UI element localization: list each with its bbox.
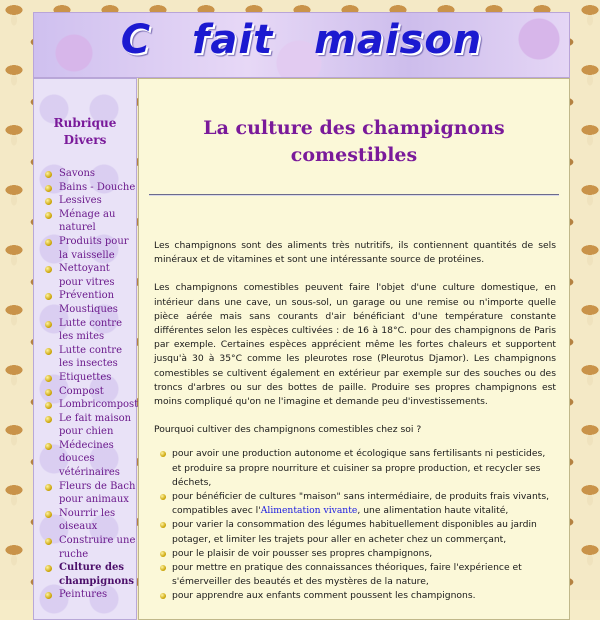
page-title: La culture des champignons comestibles xyxy=(203,117,505,166)
sidebar-item-label[interactable]: Savons xyxy=(59,168,96,179)
bullet-icon xyxy=(160,451,166,457)
title-divider xyxy=(149,194,559,196)
sidebar-item-label[interactable]: Produits pour la vaisselle xyxy=(59,235,129,261)
reason-text: pour varier la consommation des légumes habituellement disponibles au jardin potager, et limiter les trajets pour aller en acheter chez un commerçant, xyxy=(172,519,537,545)
bullet-icon xyxy=(45,484,52,491)
sidebar-item[interactable] xyxy=(44,262,136,289)
sidebar-item[interactable] xyxy=(44,344,136,371)
article-body xyxy=(154,239,556,604)
sidebar-item-label[interactable]: Etiquettes xyxy=(59,371,112,383)
sidebar-item-label[interactable]: Compost xyxy=(59,385,104,397)
sidebar-item[interactable] xyxy=(44,439,136,480)
main-content xyxy=(138,78,570,620)
intro-paragraph: Les champignons sont des aliments très nutritifs, ils contiennent quantités de sels minéraux et de vitamines et sont une intéressante source de protéines. xyxy=(154,240,556,266)
sidebar-item[interactable] xyxy=(44,507,136,534)
sidebar-item[interactable] xyxy=(44,317,136,344)
sidebar-item-label[interactable]: Médecines douces vétérinaires xyxy=(59,439,120,479)
bullet-icon xyxy=(160,565,166,571)
sidebar-title: Rubrique Divers xyxy=(53,116,117,147)
sidebar-item-label[interactable]: Prévention Moustiques xyxy=(59,290,118,315)
sidebar-item[interactable] xyxy=(44,235,136,262)
culture-paragraph: Les champignons comestibles peuvent faire l'objet d'une culture domestique, en intérieur dans une cave, un sous-sol, un garage ou une remise ou n'importe quelle pièce aérée mais sans courants d'air bénéficiant d'une température constante différentes selon les espèces cultivées : de 16 à 18°C. pour des champignons de Paris par exemple. Certaines espèces apprécient même les fortes chaleurs et supportent jusqu'à 30 à 35°C comme les pleurotes rose (Pleurotus Djamor). Les champignons comestibles se cultivent également en extérieur par exemple sur des souches ou des troncs d'arbres ou sur des bottes de paille. Produire ses propres champignons est moins compliqué qu'on ne l'imagine et demande peu d'investissements. xyxy=(154,282,556,408)
site-banner[interactable] xyxy=(33,12,570,78)
sidebar-item[interactable] xyxy=(44,412,136,439)
sidebar-item-label[interactable]: Lutte contre les insectes xyxy=(59,344,122,370)
sidebar-item-label[interactable]: Bains - Douche xyxy=(59,181,136,193)
sidebar-item-label[interactable]: Ménage au naturel xyxy=(59,208,116,234)
sidebar-item[interactable] xyxy=(44,208,136,235)
bullet-icon xyxy=(160,494,166,500)
bullet-icon xyxy=(45,389,52,396)
bullet-icon xyxy=(45,402,52,409)
reason-item xyxy=(160,589,556,603)
bullet-icon xyxy=(45,511,52,518)
sidebar-item[interactable] xyxy=(44,181,136,195)
reasons-list xyxy=(154,447,556,603)
sidebar-item-label[interactable]: Lessives xyxy=(59,195,102,207)
sidebar-menu xyxy=(34,167,139,602)
reason-text: , une alimentation haute vitalité, xyxy=(357,505,509,517)
sidebar-item-label[interactable]: Fleurs de Bach pour animaux xyxy=(59,480,136,506)
sidebar-item-label[interactable]: Culture des champignons xyxy=(59,562,135,587)
bullet-icon xyxy=(45,293,52,300)
sidebar-item-label[interactable]: Construire une ruche xyxy=(59,535,136,560)
sidebar-item-label[interactable]: Le fait maison pour chien xyxy=(59,412,132,438)
sidebar-item-label[interactable]: Nettoyant pour vitres xyxy=(59,263,115,288)
bullet-icon xyxy=(45,198,52,205)
bullet-icon xyxy=(45,171,52,178)
reason-text: pour bénéficier de cultures "maison" sans intermédiaire, de produits frais vivants, compatibles avec l' xyxy=(172,491,550,517)
bullet-icon xyxy=(45,348,52,355)
why-question: Pourquoi cultiver des champignons comestibles chez soi ? xyxy=(154,424,422,436)
sidebar-item-label[interactable]: Nourrir les oiseaux xyxy=(59,507,116,533)
sidebar-item[interactable] xyxy=(44,534,136,561)
bullet-icon xyxy=(45,212,52,219)
sidebar-item-label[interactable]: Lutte contre les mites xyxy=(59,317,122,343)
reason-item xyxy=(160,561,556,589)
reason-item xyxy=(160,518,556,546)
bullet-icon xyxy=(160,551,166,557)
site-logo-title[interactable]: C fait maison xyxy=(120,17,483,63)
reason-item xyxy=(160,447,556,490)
sidebar-item-label[interactable]: Lombricompost xyxy=(59,399,139,411)
sidebar-item[interactable] xyxy=(44,398,139,412)
sidebar-item[interactable] xyxy=(44,480,136,507)
sidebar-item[interactable] xyxy=(44,289,136,316)
bullet-icon xyxy=(45,239,52,246)
reason-text: pour mettre en pratique des connaissances théoriques, faire l'expérience et s'émerveiller des beautés et des mystères de la nature, xyxy=(172,562,522,588)
sidebar-item[interactable] xyxy=(44,385,136,399)
sidebar-item[interactable] xyxy=(44,371,136,385)
bullet-icon xyxy=(45,538,52,545)
alimentation-vivante-link[interactable]: Alimentation vivante xyxy=(260,505,358,517)
bullet-icon xyxy=(160,593,166,599)
sidebar-item-label[interactable]: Peintures xyxy=(59,589,108,601)
reason-text: pour le plaisir de voir pousser ses propres champignons, xyxy=(172,547,433,559)
sidebar-item[interactable] xyxy=(44,194,136,208)
bullet-icon xyxy=(45,266,52,273)
bullet-icon xyxy=(45,185,52,192)
reason-item xyxy=(160,547,556,561)
bullet-icon xyxy=(45,565,52,572)
bullet-icon xyxy=(45,416,52,423)
bullet-icon xyxy=(45,321,52,328)
reason-item xyxy=(160,490,556,518)
sidebar-item[interactable] xyxy=(44,561,136,588)
bullet-icon xyxy=(160,522,166,528)
bullet-icon xyxy=(45,443,52,450)
bullet-icon xyxy=(45,375,52,382)
reason-text: pour apprendre aux enfants comment poussent les champignons. xyxy=(172,590,476,602)
sidebar-item[interactable] xyxy=(44,167,136,181)
sidebar xyxy=(33,78,137,620)
reason-text: pour avoir une production autonome et écologique sans fertilisants ni pesticides, et produire sa propre nourriture et cuisiner sa propre production, et recycler ses déchets, xyxy=(172,448,546,488)
bullet-icon xyxy=(45,592,52,599)
